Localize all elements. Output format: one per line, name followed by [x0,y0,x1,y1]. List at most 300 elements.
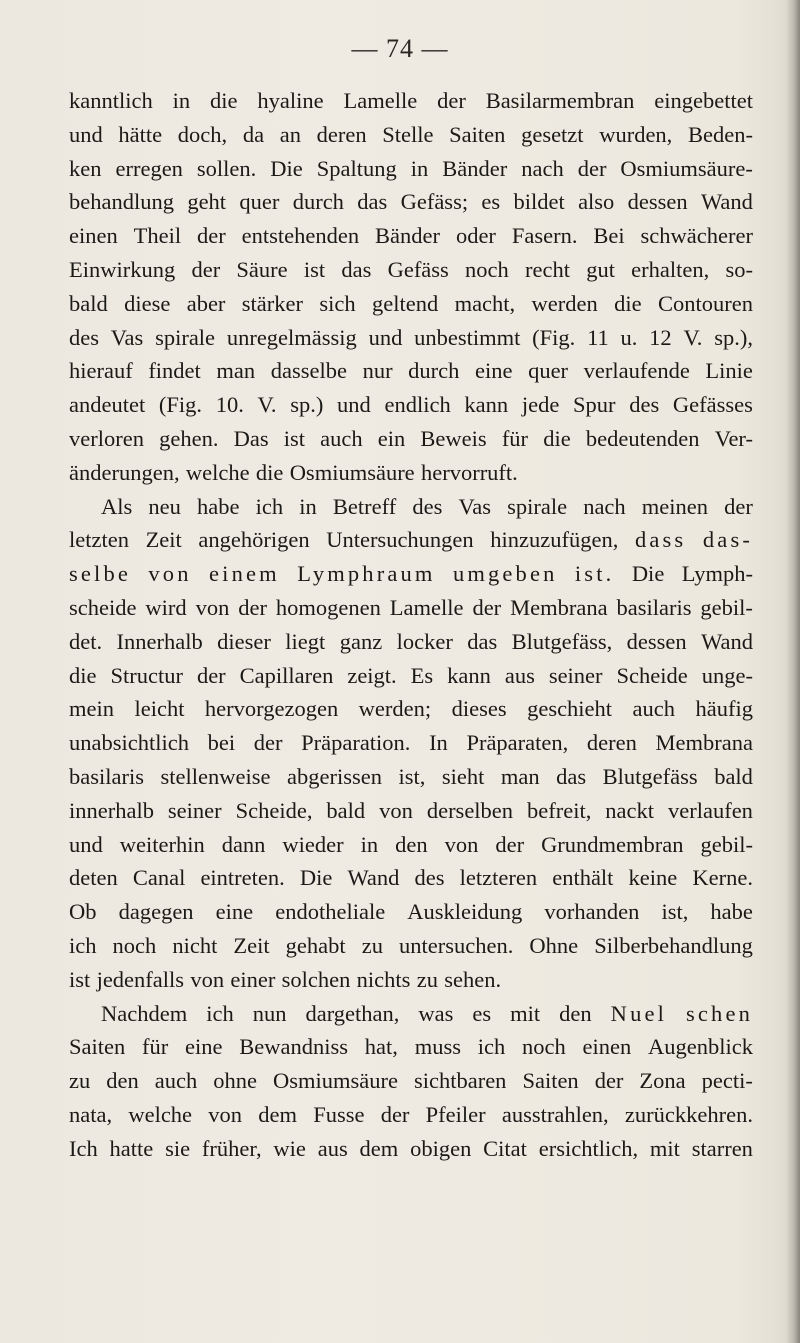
word: und [69,831,103,857]
word: Lamelle [343,88,418,113]
word: den [559,1000,592,1026]
word: behandlung [69,189,174,215]
word: bildet [513,189,565,215]
word: Pfeiler [425,1101,486,1127]
word: seiner [167,797,222,823]
word: sehen. [444,966,502,992]
word: untersuchen. [399,932,514,958]
word: änderungen, [69,459,180,485]
word: des [414,865,445,891]
word: auch [154,1068,198,1094]
word: Lymphraum [297,561,436,587]
word: unabsichtlich [69,730,189,756]
word: die [210,88,238,113]
word: erregen [115,155,183,181]
word: hervorgezogen [204,696,339,722]
text-line [69,692,753,726]
text-line [69,997,753,1031]
text-line [69,557,753,591]
text-line [69,963,753,997]
text-line [69,861,753,895]
word: werden [531,290,598,316]
word: wurden, [599,121,673,147]
word: in [410,155,429,181]
text-line [69,253,753,287]
text-line [69,1030,753,1064]
word: der [594,1068,624,1094]
word: eine [474,358,513,384]
word: nata, [69,1101,113,1127]
word: zu [416,966,438,992]
word: Zeit [233,932,270,958]
text-line [69,422,753,456]
word: des [629,392,660,418]
word: endotheliale [275,899,386,925]
word: hat, [364,1034,398,1060]
word: der [197,223,226,249]
word: Stelle [382,121,434,147]
word: muss [414,1034,461,1060]
word: selbe [69,561,131,587]
word: Bänder [375,223,441,249]
word: zurückkehren. [624,1101,753,1127]
word: hervorruft. [420,459,518,485]
word: Osmiumsäure [272,1068,398,1094]
word: Untersuchungen [326,527,474,553]
word: quer [528,358,569,384]
word: u. [620,324,638,350]
word: der [472,594,502,620]
word: einen [582,1034,632,1060]
text-line [69,760,753,794]
word: Zona [639,1068,686,1094]
word: nicht [172,932,218,958]
word: dann [221,831,266,857]
text-line [69,84,753,118]
word: ist [283,425,306,451]
word: die [69,662,97,688]
text-line [69,828,753,862]
word: die [543,425,571,451]
word: und [368,324,403,350]
word: Einwirkung [69,256,176,282]
word: Lymph- [681,561,753,587]
text-line [69,118,753,152]
text-line [69,1064,753,1098]
text-line [69,895,753,929]
word: angehörigen [198,527,310,553]
word: welche [128,1101,193,1127]
word: schen [686,1000,753,1026]
word: kann [447,662,491,688]
word: so- [725,256,753,282]
word: ich [69,932,97,958]
word: spirale [155,324,216,350]
word: Beden- [687,121,753,147]
word: Bänder [442,155,508,181]
word: kann [464,392,509,418]
word: jede [521,392,560,418]
text-line [69,354,753,388]
word: das [357,189,388,215]
word: wie [273,1135,306,1161]
word: Bei [593,223,625,249]
word: ersichtlich, [538,1135,639,1161]
word: Citat [483,1135,527,1161]
word: bedeutenden [585,425,700,451]
word: unbestimmt [414,324,521,350]
word: Ich [69,1135,98,1161]
word: enthält [552,865,614,891]
word: Capillaren [239,662,334,688]
page-spine-shadow [786,0,800,1343]
text-line [69,794,753,828]
word: sp.), [714,324,753,350]
word: innerhalb [69,797,154,823]
word: Säure [236,256,288,282]
word: derselben [426,797,514,823]
word: homogenen [275,594,381,620]
word: Gefässes [672,392,753,418]
word: bald [714,763,753,789]
word: Membrana [510,594,608,620]
word: befreit, [527,797,592,823]
word: Contouren [657,290,753,316]
word: dem [258,1101,297,1127]
word: verloren [69,425,144,451]
word: doch, [177,121,228,147]
word: 12 [649,324,672,350]
word: noch [112,932,157,958]
word: habe [710,899,753,925]
word: der [724,493,753,519]
word: die [614,290,642,316]
word: dasselbe [270,358,347,384]
word: noch [521,1034,566,1060]
word: (Fig. [532,324,576,350]
word: zu [69,1068,91,1094]
word: aus [317,1135,348,1161]
word: von [148,561,192,587]
word: schwächerer [640,223,753,249]
word: Das [233,425,269,451]
word: leicht [134,696,185,722]
word: und [69,121,103,147]
word: eintreten. [200,865,285,891]
word: Grundmembran [541,831,684,857]
word: einer [230,966,276,992]
word: 11 [587,324,609,350]
word: die [255,459,284,485]
word: recht [525,256,570,282]
word: gebil- [700,594,753,620]
word: letzteren [459,865,538,891]
word: bei [207,730,236,756]
word: der [238,594,267,620]
word: durch [408,358,460,384]
word: gehen. [159,425,219,451]
word: was [418,1000,454,1026]
word: einen [69,223,118,249]
word: hätte [118,121,163,147]
word: vorhanden [544,899,640,925]
word: sichtbaren [413,1068,507,1094]
word: früher, [201,1135,262,1161]
word: Gefäss; [400,189,469,215]
word: nichts [356,966,411,992]
word: Fusse [313,1101,365,1127]
word: dass [634,527,687,553]
word: Beweis [420,425,487,451]
word: noch [465,256,509,282]
word: der [577,155,607,181]
word: det. [69,628,103,654]
word: dieser [217,628,271,654]
word: ken [69,155,102,181]
word: stellenweise [160,763,271,789]
word: Wand [700,189,753,215]
word: solchen [281,966,351,992]
word: dieses [451,696,507,722]
word: ohne [213,1068,257,1094]
word: wird [145,594,187,620]
word: dargethan, [305,1000,400,1026]
word: Membrana [655,730,753,756]
word: auch [632,696,675,722]
word: geltend [371,290,439,316]
word: Ohne [529,932,579,958]
word: mein [69,696,114,722]
word: eingebettet [654,88,753,113]
word: das [467,628,498,654]
word: gut [586,256,615,282]
word: Augenblick [648,1034,753,1060]
word: den [106,1068,139,1094]
word: Innerhalb [116,628,203,654]
text-line [69,388,753,422]
text-line [69,1098,753,1132]
word: Ob [69,899,97,925]
word: und [337,392,371,418]
word: Blutgefäss [602,763,698,789]
word: liegt [285,628,326,654]
word: ist, [398,763,426,789]
word: weiterhin [119,831,205,857]
word: zeigt. [347,662,397,688]
word: spirale [507,493,568,519]
word: endlich [384,392,451,418]
word: der [196,662,226,688]
word: oder [455,223,496,249]
word: keine [628,865,678,891]
word: Wand [347,865,400,891]
word: Es [410,662,434,688]
text-line [69,523,753,557]
word: unregelmässig [226,324,357,350]
word: der [495,831,525,857]
word: Betreff [332,493,397,519]
word: Die [631,561,665,587]
word: wieder [282,831,344,857]
word: macht, [454,290,516,316]
word: ganz [339,628,383,654]
text-line [69,456,753,490]
word: nun [252,1000,287,1026]
word: deren [586,730,637,756]
text-line [69,321,753,355]
word: erhalten, [631,256,710,282]
word: diese [124,290,171,316]
word: das [556,763,587,789]
word: Blutgefäss, [511,628,613,654]
word: in [172,88,191,113]
word: zu [361,932,383,958]
word: in [360,831,379,857]
word: aber [186,290,226,316]
word: Scheide [616,662,688,688]
word: basilaris [69,763,144,789]
word: nach [583,493,626,519]
word: findet [148,358,201,384]
word: sollen. [196,155,257,181]
word: in [299,493,317,519]
word: also [578,189,615,215]
word: auch [320,425,363,451]
word: Präparaten, [466,730,569,756]
word: eine [185,1034,223,1060]
word: stärker [241,290,303,316]
word: man [216,358,256,384]
word: an [279,121,301,147]
word: V. [257,392,277,418]
word: Saiten [522,1068,579,1094]
word: da [242,121,265,147]
word: Fasern. [511,223,578,249]
word: dagegen [118,899,194,925]
word: dessen [627,189,688,215]
word: habe [197,493,240,519]
word: der [253,730,283,756]
word: verlaufende [583,358,690,384]
word: abgerissen [286,763,382,789]
word: ich [255,493,284,519]
word: der [437,88,466,113]
word: Als [101,493,133,519]
word: aus [504,662,535,688]
word: Die [270,155,303,181]
word: Basilarmembran [485,88,635,113]
word: den [395,831,428,857]
word: deren [316,121,367,147]
word: Lamelle [389,594,464,620]
text-line [69,152,753,186]
word: man [500,763,540,789]
word: werden; [358,696,432,722]
word: kanntlich [69,88,153,113]
word: häufig [695,696,753,722]
page-number-header: — 74 — [351,34,449,63]
word: von [379,797,413,823]
text-line [69,287,753,321]
word: ein [377,425,406,451]
word: das [341,256,372,282]
word: Theil [133,223,182,249]
word: durch [292,189,344,215]
word: für [142,1034,169,1060]
word: Auskleidung [407,899,523,925]
word: nach [521,155,564,181]
word: ist, [661,899,689,925]
word: Bewandniss [239,1034,349,1060]
text-line [69,659,753,693]
word: bald [326,797,366,823]
word: quer [239,189,280,215]
word: Wand [701,628,753,654]
word: Saiten [449,121,506,147]
word: entstehenden [241,223,360,249]
word: hierauf [69,358,133,384]
word: von [444,831,479,857]
text-line [69,929,753,963]
word: Kerne. [692,865,753,891]
word: gesetzt [521,121,584,147]
word: deten [69,865,118,891]
word: Osmiumsäure- [620,155,753,181]
word: Die [299,865,333,891]
word: umgeben [452,561,558,587]
text-line [69,490,753,524]
text-line [69,591,753,625]
word: bald [69,290,108,316]
word: In [429,730,448,756]
word: locker [396,628,453,654]
word: es [481,189,501,215]
word: Linie [705,358,753,384]
word: das- [702,527,753,553]
word: pecti- [701,1068,753,1094]
word: sp.) [290,392,324,418]
word: neu [148,493,181,519]
word: nur [362,358,393,384]
word: es [472,1000,492,1026]
word: Osmiumsäure [289,459,415,485]
word: (Fig. [158,392,203,418]
word: der [191,256,221,282]
word: eine [215,899,254,925]
word: starren [691,1135,753,1161]
word: von [208,1101,243,1127]
word: geht [187,189,227,215]
word: V. [683,324,703,350]
word: andeutet [69,392,146,418]
word: ich [477,1034,506,1060]
word: Structur [110,662,183,688]
word: ist [303,256,326,282]
word: gehabt [285,932,346,958]
word: ist. [574,561,615,587]
word: hinzuzufügen, [490,527,619,553]
word: Ver- [714,425,753,451]
word: des [69,324,99,350]
word: mit [649,1135,680,1161]
word: hyaline [257,88,324,113]
word: unge- [701,662,753,688]
word: einem [209,561,280,587]
word: der [380,1101,410,1127]
word: Gefäss [387,256,449,282]
word: hatte [109,1135,154,1161]
word: Zeit [145,527,182,553]
